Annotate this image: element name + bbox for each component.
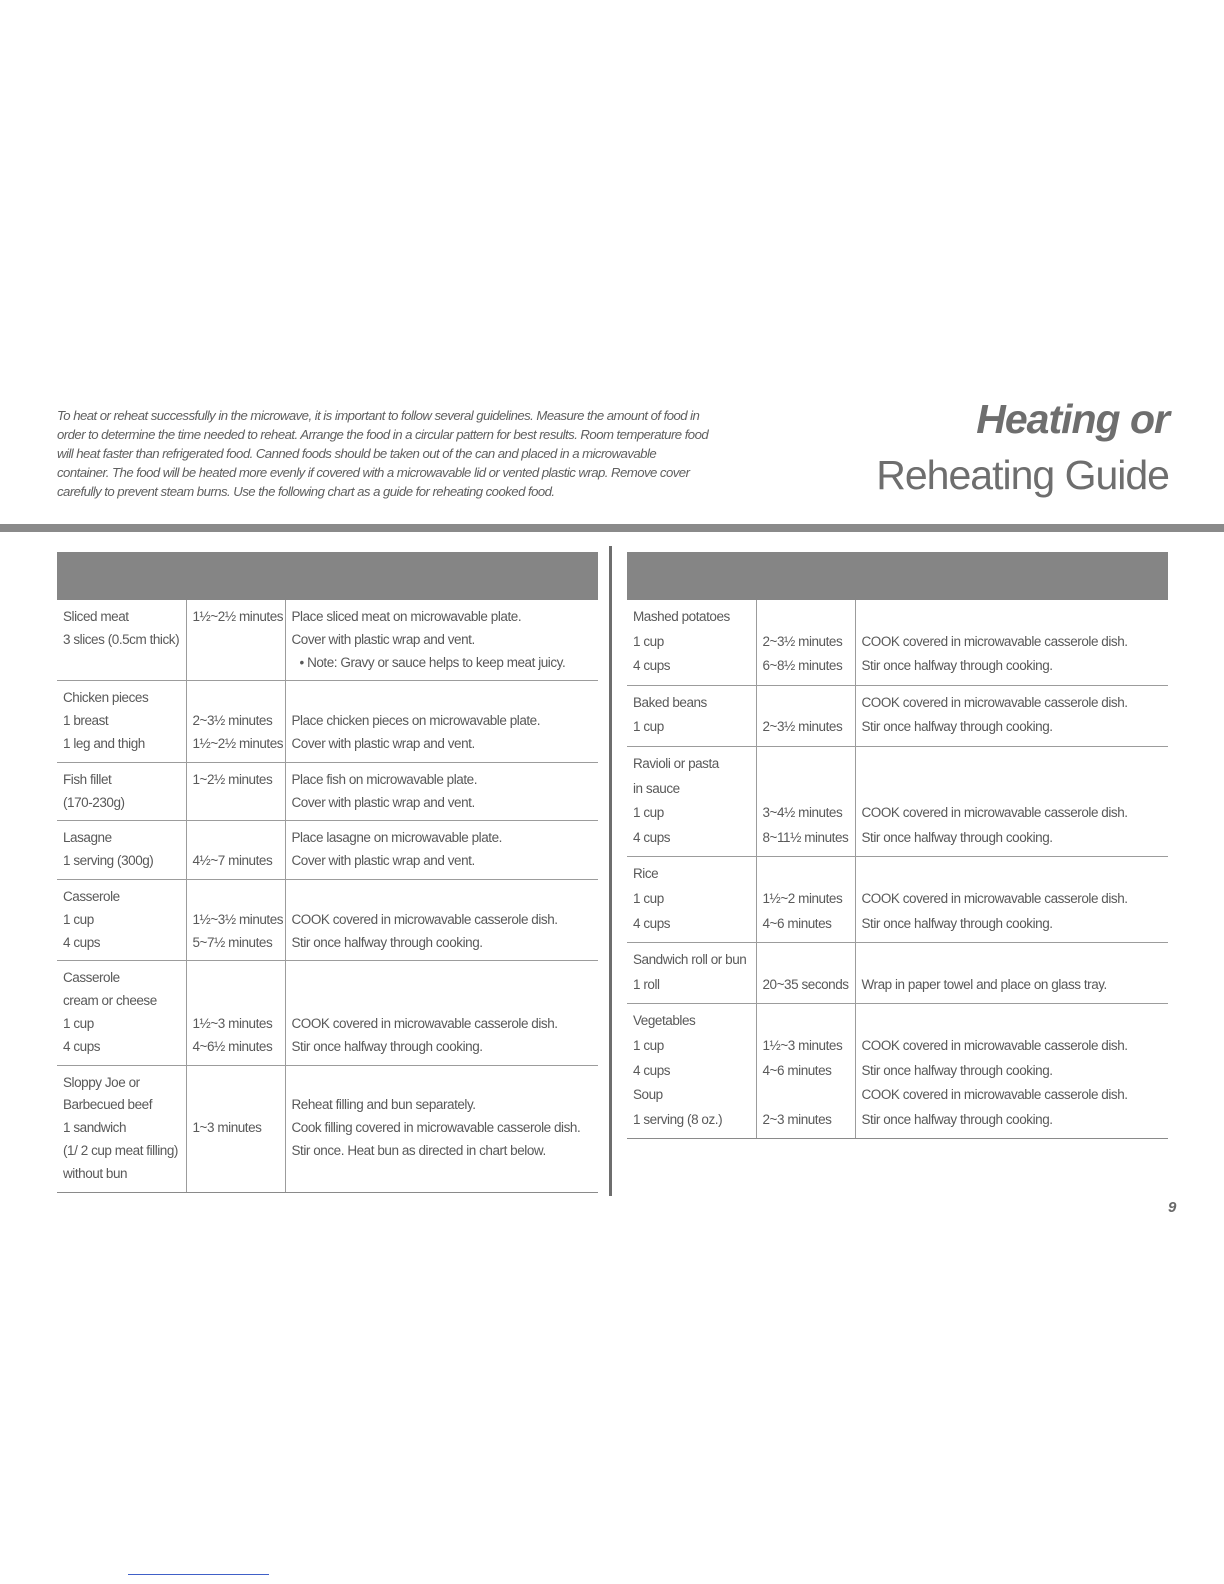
food-line: (1/ 2 cup meat filling) [63, 1142, 178, 1158]
left-reheat-panel [57, 552, 598, 1193]
time-line: 6~8½ minutes [762, 658, 843, 674]
directions-line: COOK covered in microwavable casserole dish. [861, 890, 1128, 906]
directions-line: • Note: Gravy or sauce helps to keep meat juicy. [299, 654, 566, 670]
directions-line: Place lasagne on microwavable plate. [291, 830, 502, 846]
page-title [876, 392, 1169, 502]
food-line: 1 leg and thigh [63, 735, 145, 751]
directions-cell [285, 879, 598, 960]
directions-line: COOK covered in microwavable casserole dish. [291, 911, 558, 927]
time-cell [186, 681, 285, 762]
time-line [763, 948, 855, 973]
food-line: 1 sandwich [63, 1120, 127, 1136]
directions-cell [855, 857, 1168, 943]
time-cell [756, 746, 855, 856]
right-reheat-panel [627, 552, 1168, 1139]
food-cell [627, 943, 756, 1004]
food-line: Barbecued beef [63, 1097, 153, 1113]
time-line [193, 990, 285, 1013]
directions-line [862, 605, 1169, 630]
table-row [57, 821, 598, 880]
directions-line: Reheat filling and bun separately. [291, 1097, 476, 1113]
directions-line: Stir once halfway through cooking. [861, 829, 1053, 845]
food-cell [57, 821, 186, 880]
food-line: 1 serving (300g) [63, 853, 154, 869]
table-row [57, 681, 598, 762]
directions-line: Stir once halfway through cooking. [291, 1038, 483, 1054]
food-line: 1 breast [63, 713, 109, 729]
page-title-line-2: Reheating Guide [876, 452, 1169, 498]
time-line [193, 687, 285, 710]
food-line: 1 roll [633, 976, 660, 992]
time-line: 2~3½ minutes [192, 713, 273, 729]
directions-line [862, 862, 1169, 887]
food-line: Sloppy Joe or [63, 1074, 140, 1090]
table-row [627, 943, 1168, 1004]
food-line: 3 slices (0.5cm thick) [63, 631, 180, 647]
directions-line: Stir once halfway through cooking. [861, 719, 1053, 735]
time-line [763, 691, 855, 716]
time-cell [756, 857, 855, 943]
directions-cell [285, 1065, 598, 1192]
time-line [193, 827, 285, 850]
food-cell [627, 1004, 756, 1139]
time-line: 5~7½ minutes [192, 934, 273, 950]
directions-line: Wrap in paper towel and place on glass tray. [861, 976, 1107, 992]
time-cell [186, 879, 285, 960]
time-cell [186, 961, 285, 1065]
right-reheat-table [627, 600, 1168, 1139]
time-line [193, 1094, 285, 1117]
food-line: 4 cups [633, 915, 671, 931]
left-reheat-table [57, 600, 598, 1193]
directions-cell [285, 961, 598, 1065]
table-row [57, 1065, 598, 1192]
directions-line: Stir once halfway through cooking. [861, 1062, 1053, 1078]
time-line [763, 1083, 855, 1108]
directions-cell [855, 600, 1168, 685]
directions-line [862, 1009, 1169, 1034]
time-line: 20~35 seconds [762, 976, 849, 992]
directions-cell [855, 1004, 1168, 1139]
directions-line: COOK covered in microwavable casserole dish. [291, 1015, 558, 1031]
time-cell [186, 600, 285, 681]
table-row [57, 762, 598, 821]
table-row [57, 879, 598, 960]
time-line: 4~6 minutes [762, 1062, 832, 1078]
directions-line: Stir once halfway through cooking. [861, 658, 1053, 674]
food-line: 1 cup [63, 911, 94, 927]
directions-line: Stir once halfway through cooking. [291, 934, 483, 950]
food-line: 4 cups [633, 658, 671, 674]
food-line: Mashed potatoes [633, 609, 730, 624]
food-line: 4 cups [63, 1038, 101, 1054]
food-line: 1 cup [633, 1037, 664, 1053]
directions-line: COOK covered in microwavable casserole dish. [861, 805, 1128, 821]
directions-line [292, 886, 599, 909]
food-cell [57, 879, 186, 960]
intro-line: order to determine the time needed to reheat. Arrange the food in a circular pattern for best results. Room temperature food [57, 427, 709, 442]
time-line [193, 652, 285, 675]
food-line: Casserole [63, 970, 120, 986]
time-cell [186, 762, 285, 821]
directions-line [862, 752, 1169, 777]
directions-line: Place fish on microwavable plate. [291, 771, 478, 787]
footnote-link-underline [128, 1574, 269, 1575]
time-line [193, 1140, 285, 1163]
directions-cell [855, 685, 1168, 746]
time-cell [756, 943, 855, 1004]
directions-line [862, 948, 1169, 973]
time-cell [756, 1004, 855, 1139]
directions-cell [855, 746, 1168, 856]
food-line: Baked beans [633, 694, 707, 710]
food-line: Fish fillet [63, 771, 112, 787]
time-line [193, 1163, 285, 1186]
directions-line: Cover with plastic wrap and vent. [291, 631, 475, 647]
intro-line: will heat faster than refrigerated food. Canned foods should be taken out of the can and placed in a microwavable [57, 446, 657, 461]
time-line [763, 1009, 855, 1034]
directions-line: COOK covered in microwavable casserole dish. [861, 1037, 1128, 1053]
food-line: 1 serving (8 oz.) [633, 1111, 723, 1127]
right-table-header-bar [627, 552, 1168, 600]
time-line [763, 605, 855, 630]
directions-line [292, 967, 599, 990]
food-line: Chicken pieces [63, 690, 149, 706]
directions-line [862, 777, 1169, 802]
food-line: 1 cup [633, 633, 664, 649]
time-line: 2~3½ minutes [762, 719, 843, 735]
time-line [763, 862, 855, 887]
directions-line: Place chicken pieces on microwavable plate. [291, 713, 541, 729]
directions-cell [285, 762, 598, 821]
food-line: Sandwich roll or bun [633, 952, 747, 968]
directions-cell [285, 681, 598, 762]
time-line [193, 792, 285, 815]
time-line: 2~3 minutes [762, 1111, 832, 1127]
time-line: 1½~2½ minutes [192, 609, 284, 624]
food-cell [57, 762, 186, 821]
time-cell [756, 685, 855, 746]
table-row [627, 746, 1168, 856]
directions-line: Stir once. Heat bun as directed in chart below. [291, 1142, 546, 1158]
food-line: Casserole [63, 888, 120, 904]
time-line [193, 1072, 285, 1095]
page-number: 9 [1168, 1199, 1177, 1216]
time-cell [756, 600, 855, 685]
column-divider [609, 546, 612, 1196]
intro-line: To heat or reheat successfully in the microwave, it is important to follow several guidelines. Measure the amount of food in [57, 408, 700, 423]
table-row [627, 1004, 1168, 1139]
food-line [63, 652, 186, 675]
table-row [627, 685, 1168, 746]
food-line: 4 cups [633, 1062, 671, 1078]
directions-line: Cover with plastic wrap and vent. [291, 794, 475, 810]
food-line: 4 cups [63, 934, 101, 950]
time-line: 8~11½ minutes [762, 829, 849, 845]
time-line [763, 777, 855, 802]
time-line: 3~4½ minutes [762, 805, 843, 821]
time-line [193, 886, 285, 909]
food-line: cream or cheese [63, 993, 157, 1009]
food-cell [57, 961, 186, 1065]
directions-cell [285, 821, 598, 880]
food-line: 1 cup [633, 890, 664, 906]
food-line: 1 cup [633, 805, 664, 821]
directions-line: Cover with plastic wrap and vent. [291, 853, 475, 869]
table-row [57, 600, 598, 681]
directions-line [292, 1072, 599, 1095]
food-cell [627, 746, 756, 856]
intro-line: carefully to prevent steam burns. Use the following chart as a guide for reheating cooked food. [57, 484, 555, 499]
table-row [627, 857, 1168, 943]
food-line: Lasagne [63, 830, 112, 846]
directions-line [292, 990, 599, 1013]
food-line: (170-230g) [63, 794, 125, 810]
time-line: 4~6 minutes [762, 915, 832, 931]
directions-line: Cover with plastic wrap and vent. [291, 735, 475, 751]
time-line: 1½~2½ minutes [192, 735, 284, 751]
food-cell [627, 857, 756, 943]
time-line: 2~3½ minutes [762, 633, 843, 649]
time-line [193, 967, 285, 990]
left-table-header-bar [57, 552, 598, 600]
food-line: without bun [63, 1165, 128, 1181]
directions-line: Stir once halfway through cooking. [861, 915, 1053, 931]
table-row [627, 600, 1168, 685]
table-row [57, 961, 598, 1065]
time-cell [186, 1065, 285, 1192]
time-line: 1~2½ minutes [192, 771, 273, 787]
food-line: in sauce [633, 780, 680, 796]
food-line: Rice [633, 866, 659, 882]
time-line [193, 629, 285, 652]
food-line: 1 cup [633, 719, 664, 735]
directions-line: Place sliced meat on microwavable plate. [291, 609, 522, 624]
directions-cell [285, 600, 598, 681]
directions-line: COOK covered in microwavable casserole dish. [861, 633, 1128, 649]
food-cell [627, 685, 756, 746]
directions-line: Stir once halfway through cooking. [861, 1111, 1053, 1127]
time-line: 1½~3½ minutes [192, 911, 284, 927]
directions-line [292, 687, 599, 710]
page-title-line-1: Heating or [976, 396, 1169, 442]
directions-line: COOK covered in microwavable casserole dish. [861, 1087, 1128, 1103]
time-line [763, 752, 855, 777]
food-line: Ravioli or pasta [633, 755, 719, 771]
food-line: Soup [633, 1087, 663, 1103]
time-line: 1~3 minutes [192, 1120, 262, 1136]
intro-paragraph [57, 406, 792, 501]
food-line: Sliced meat [63, 609, 129, 624]
directions-line: Cook filling covered in microwavable casserole dish. [291, 1120, 581, 1136]
food-line: 4 cups [633, 829, 671, 845]
time-cell [186, 821, 285, 880]
time-line: 1½~3 minutes [762, 1037, 843, 1053]
food-cell [57, 1065, 186, 1192]
header-rule [0, 524, 1224, 532]
intro-line: container. The food will be heated more evenly if covered with a microwavable lid or vented plastic wrap. Remove cover [57, 465, 690, 480]
food-cell [57, 681, 186, 762]
food-cell [57, 600, 186, 681]
time-line: 4½~7 minutes [192, 853, 273, 869]
time-line: 4~6½ minutes [192, 1038, 273, 1054]
time-line: 1½~2 minutes [762, 890, 843, 906]
directions-line [292, 1163, 599, 1186]
food-cell [627, 600, 756, 685]
directions-line: COOK covered in microwavable casserole dish. [861, 694, 1128, 710]
directions-cell [855, 943, 1168, 1004]
food-line: Vegetables [633, 1013, 696, 1029]
food-line: 1 cup [63, 1015, 94, 1031]
time-line: 1½~3 minutes [192, 1015, 273, 1031]
